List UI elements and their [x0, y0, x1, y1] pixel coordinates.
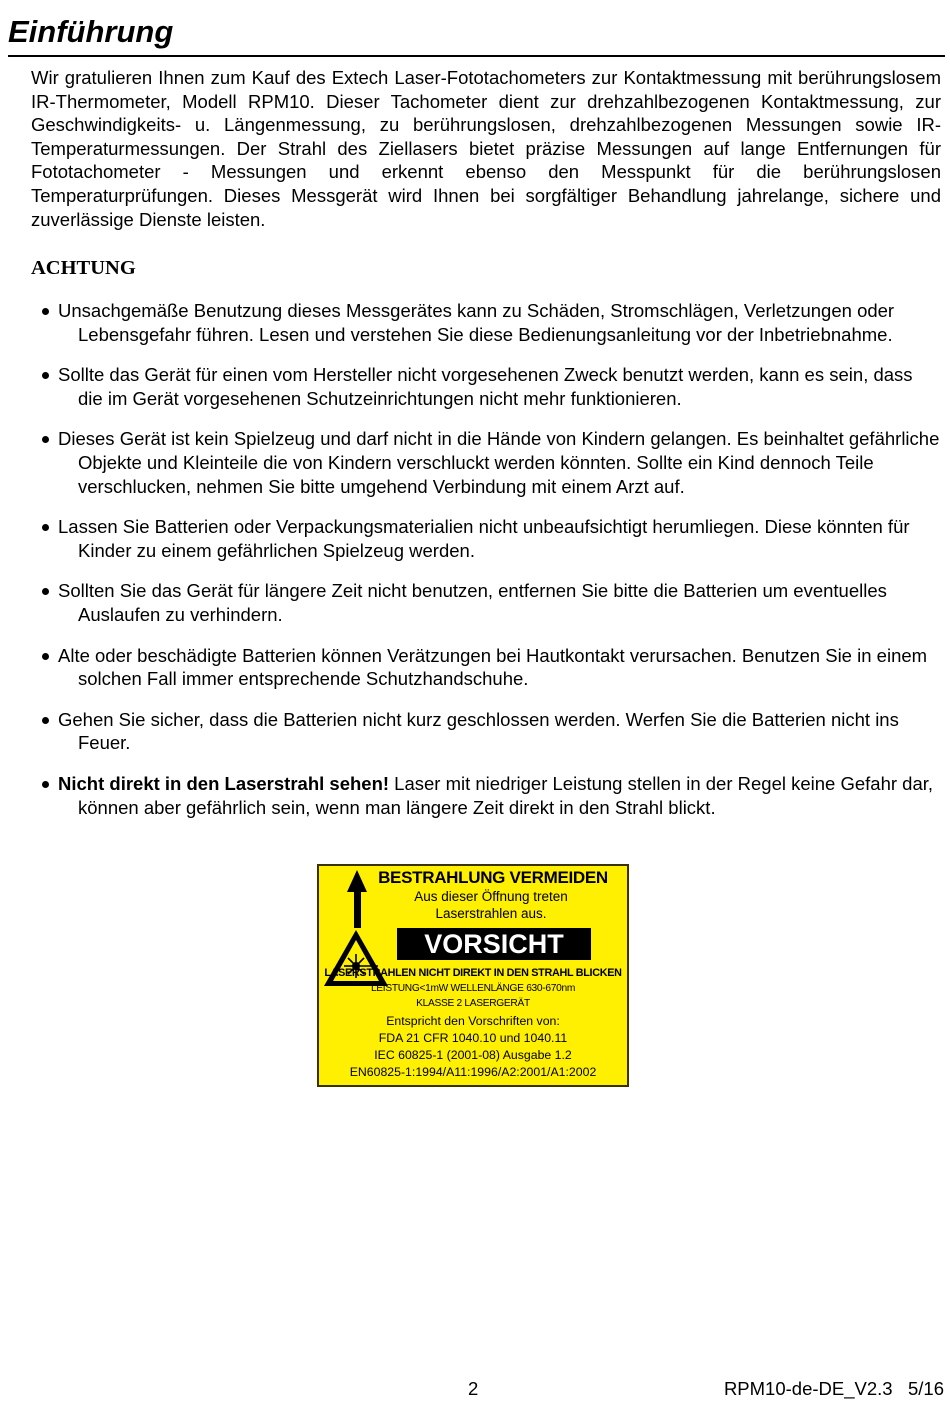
bullet-icon [42, 653, 49, 660]
label-line: EN60825-1:1994/A11:1996/A2:2001/A1:2002 [349, 1065, 597, 1079]
bullet-icon [42, 436, 49, 443]
intro-paragraph: Wir gratulieren Ihnen zum Kauf des Extech Laser-Fototachometers zur Kontaktmessung mit berührungslosem IR-Thermometer, Modell RPM10. Dieser Tachometer dient zur drehzahlbezogenen Kontaktmessung, zur Geschwindigkeits- u. Längenmessung, zu berührungslosen, drehzahlbezogenen Messungen sowie IR-Temperaturmessungen. Der Strahl des Ziellasers bietet präzise Messungen auf lange Entfernungen für Fototachometer - Messungen und erkennt ebenso den Messpunkt für die berührungslosen Temperaturprüfungen. Dieses Messgerät wird Ihnen bei sorgfältiger Behandlung jahrelange, sichere und zuverlässige Dienste leisten. [31, 67, 941, 230]
title-underline [8, 55, 945, 57]
laser-hazard-icon [322, 928, 390, 990]
warning-list [40, 299, 942, 836]
arrow-up-icon [347, 870, 367, 892]
page-title: Einführung [8, 14, 174, 49]
list-item: Alte oder beschädigte Batterien können Verätzungen bei Hautkontakt verursachen. Benutzen Sie in einem solchen Fall immer entsprechende Schutzhandschuhe. [40, 644, 942, 691]
bullet-icon [42, 524, 49, 531]
label-line: FDA 21 CFR 1040.10 und 1040.11 [378, 1031, 568, 1045]
list-item: Sollte das Gerät für einen vom Hersteller nicht vorgesehenen Zweck benutzt werden, kann es sein, dass die im Gerät vorgesehenen Schutzeinrichtungen nicht mehr funktionieren. [40, 363, 942, 410]
label-line: LASERSTRAHLEN NICHT DIREKT IN DEN STRAHL BLICKEN [324, 967, 622, 979]
list-item: Unsachgemäße Benutzung dieses Messgerätes kann zu Schäden, Stromschlägen, Verletzungen oder Lebensgefahr führen. Lesen und verstehen Sie diese Bedienungsanleitung vor der Inbetriebnahme. [40, 299, 942, 346]
laser-warning-bold: Nicht direkt in den Laserstrahl sehen! [58, 772, 390, 794]
list-item: Dieses Gerät ist kein Spielzeug und darf nicht in die Hände von Kindern gelangen. Es beinhaltet gefährliche Objekte und Kleinteile die von Kindern verschluckt werden könnten. Sollte ein Kind dennoch Teile verschlucken, nehmen Sie bitte umgehend Verbindung mit einem Arzt auf. [40, 427, 942, 498]
list-item: Sollten Sie das Gerät für längere Zeit nicht benutzen, entfernen Sie bitte die Batterien um eventuelles Auslaufen zu verhindern. [40, 579, 942, 626]
label-line: LEISTUNG<1mW WELLENLÄNGE 630-670nm [370, 983, 576, 994]
page-number: 2 [468, 1378, 479, 1399]
laser-warning-label [317, 864, 629, 1087]
label-line: IEC 60825-1 (2001-08) Ausgabe 1.2 [374, 1048, 572, 1062]
label-subtext: Aus dieser Öffnung treten Laserstrahlen aus. [414, 889, 568, 921]
document-reference: RPM10-de-DE_V2.3 5/16 [723, 1378, 944, 1399]
list-item: Lassen Sie Batterien oder Verpackungsmaterialien nicht unbeaufsichtigt herumliegen. Diese könnten für Kinder zu einem gefährlichen Spielzeug werden. [40, 515, 942, 562]
label-line: KLASSE 2 LASERGERÄT [416, 998, 530, 1009]
bullet-icon [42, 717, 49, 724]
bullet-icon [42, 588, 49, 595]
bullet-icon [42, 372, 49, 379]
list-item: Gehen Sie sicher, dass die Batterien nicht kurz geschlossen werden. Werfen Sie die Batterien nicht ins Feuer. [40, 708, 942, 755]
bullet-icon [42, 781, 49, 788]
label-line: Entspricht den Vorschriften von: [386, 1014, 560, 1028]
arrow-shaft [354, 890, 361, 928]
list-item: Nicht direkt in den Laserstrahl sehen! Laser mit niedriger Leistung stellen in der Regel keine Gefahr dar, können aber gefährlich sein, wenn man längere Zeit direkt in den Strahl blickt. [40, 772, 942, 819]
warning-heading: ACHTUNG [31, 257, 136, 279]
caution-banner: VORSICHT [397, 928, 591, 960]
bullet-icon [42, 308, 49, 315]
label-heading: BESTRAHLUNG VERMEIDEN [378, 868, 608, 887]
